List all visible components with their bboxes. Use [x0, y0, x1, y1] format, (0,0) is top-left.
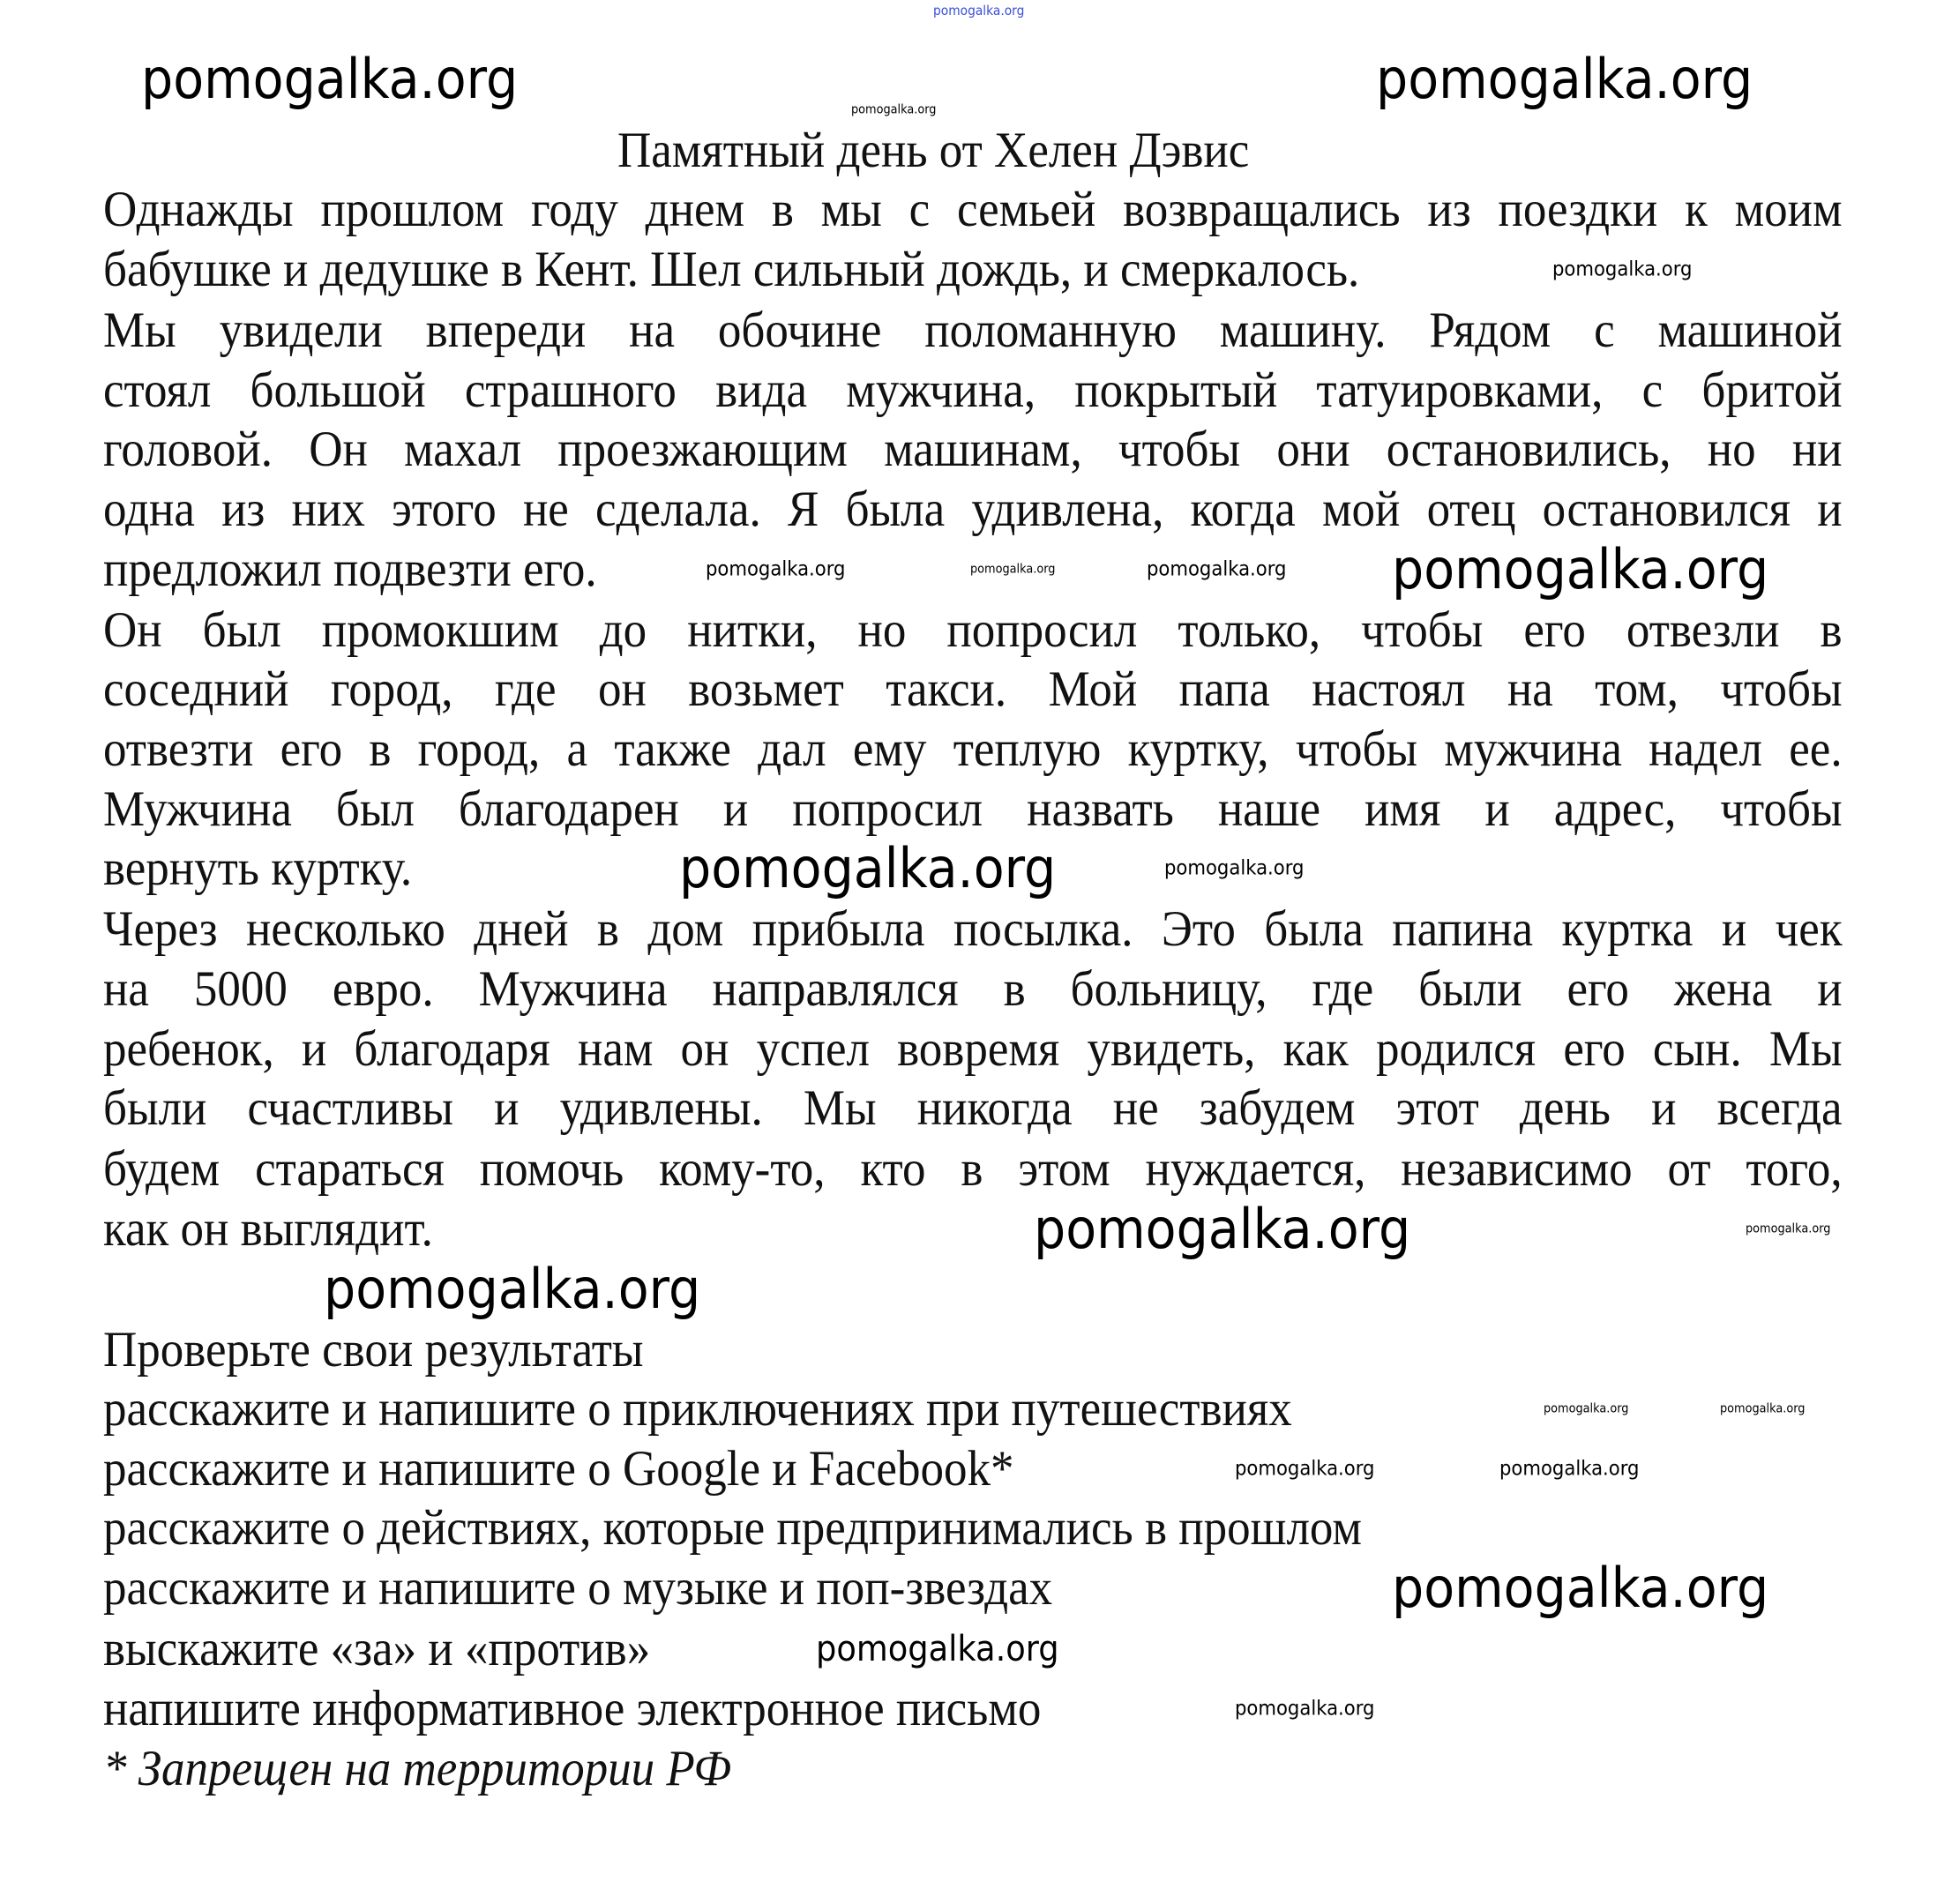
- watermark: pomogalka.org: [1499, 1457, 1640, 1481]
- watermark: pomogalka.org: [1746, 1221, 1831, 1236]
- watermark: pomogalka.org: [324, 1256, 701, 1321]
- story-line: предложил подвезти его.: [103, 541, 597, 597]
- checklist-item: расскажите и напишите о Google и Facebook*: [103, 1441, 1014, 1497]
- story-line: Через несколько дней в дом прибыла посылка. Это была папина куртка и чек: [103, 901, 1843, 957]
- story-line: соседний город, где он возьмет такси. Мой папа настоял на том, чтобы: [103, 661, 1843, 717]
- watermark: pomogalka.org: [1235, 1697, 1375, 1721]
- watermark: pomogalka.org: [1392, 1555, 1769, 1620]
- watermark: pomogalka.org: [1720, 1401, 1806, 1416]
- story-line: как он выглядит.: [103, 1201, 433, 1257]
- watermark: pomogalka.org: [1147, 557, 1287, 581]
- watermark: pomogalka.org: [141, 46, 519, 111]
- story-line: ребенок, и благодаря нам он успел вовремя увидеть, как родился его сын. Мы: [103, 1021, 1843, 1077]
- watermark: pomogalka.org: [1235, 1457, 1375, 1481]
- header-watermark: pomogalka.org: [933, 2, 1025, 19]
- watermark: pomogalka.org: [1392, 536, 1769, 601]
- watermark: pomogalka.org: [1552, 258, 1693, 281]
- page-title: Памятный день от Хелен Дэвис: [617, 123, 1250, 178]
- story-line: были счастливы и удивлены. Мы никогда не забудем этот день и всегда: [103, 1080, 1843, 1136]
- story-line: головой. Он махал проезжающим машинам, чтобы они остановились, но ни: [103, 422, 1843, 477]
- story-line: стоял большой страшного вида мужчина, покрытый татуировками, с бритой: [103, 362, 1843, 418]
- checklist-item: расскажите и напишите о музыке и поп-звездах: [103, 1560, 1053, 1616]
- story-line: Мужчина был благодарен и попросил назвать наше имя и адрес, чтобы: [103, 781, 1843, 837]
- watermark: pomogalka.org: [1376, 46, 1753, 111]
- watermark: pomogalka.org: [851, 102, 937, 117]
- checklist-item: выскажите «за» и «против»: [103, 1621, 651, 1676]
- watermark: pomogalka.org: [1034, 1196, 1411, 1261]
- checklist-item: напишите информативное электронное письмо: [103, 1681, 1042, 1736]
- checklist-heading: Проверьте свои результаты: [103, 1322, 644, 1378]
- story-line: вернуть куртку.: [103, 840, 413, 896]
- footnote: * Запрещен на территории РФ: [103, 1741, 731, 1796]
- watermark: pomogalka.org: [679, 835, 1057, 900]
- watermark: pomogalka.org: [816, 1629, 1059, 1669]
- watermark: pomogalka.org: [1164, 856, 1305, 880]
- story-line: будем стараться помочь кому-то, кто в этом нуждается, независимо от того,: [103, 1141, 1843, 1197]
- story-line: отвезти его в город, а также дал ему теплую куртку, чтобы мужчина надел ее.: [103, 721, 1843, 777]
- story-line: бабушке и дедушке в Кент. Шел сильный дождь, и смеркалось.: [103, 242, 1360, 297]
- story-line: Однажды прошлом году днем в мы с семьей возвращались из поездки к моим: [103, 182, 1843, 237]
- watermark: pomogalka.org: [706, 557, 846, 581]
- story-line: на 5000 евро. Мужчина направлялся в больницу, где были его жена и: [103, 961, 1843, 1017]
- checklist-item: расскажите и напишите о приключениях при путешествиях: [103, 1381, 1292, 1437]
- story-line: Мы увидели впереди на обочине поломанную машину. Рядом с машиной: [103, 302, 1843, 358]
- story-line: Он был промокшим до нитки, но попросил только, чтобы его отвезли в: [103, 602, 1843, 658]
- story-line: одна из них этого не сделала. Я была удивлена, когда мой отец остановился и: [103, 482, 1843, 537]
- watermark: pomogalka.org: [970, 562, 1056, 577]
- watermark: pomogalka.org: [1544, 1401, 1629, 1416]
- checklist-item: расскажите о действиях, которые предпринимались в прошлом: [103, 1500, 1362, 1556]
